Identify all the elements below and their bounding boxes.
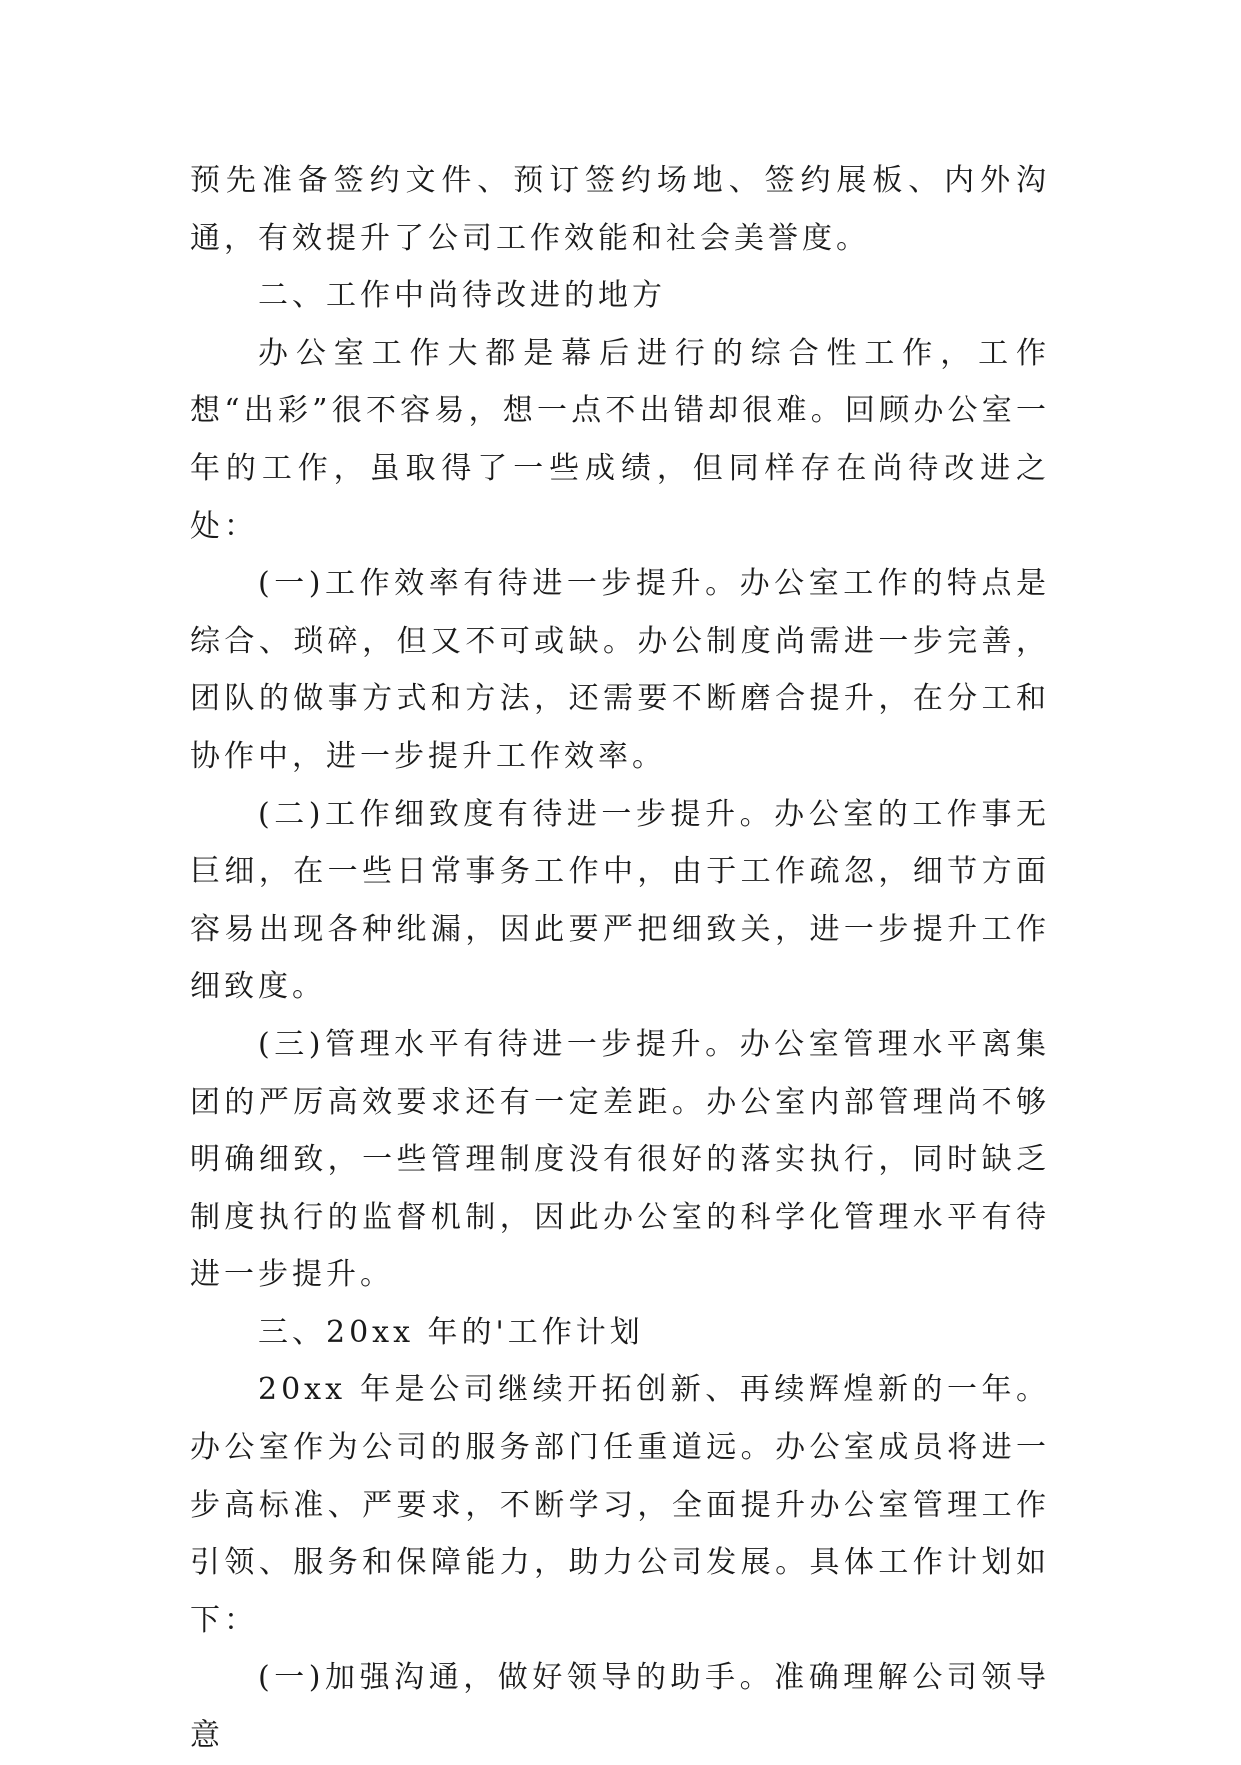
section-heading-2: 二、工作中尚待改进的地方 — [258, 278, 666, 314]
paragraph-continuation: 预先准备签约文件、预订签约场地、签约展板、内外沟通，有效提升了公司工作效能和社会美誉度。 — [190, 163, 1050, 256]
section-heading-3: 三、20xx 年的'工作计划 — [258, 1314, 644, 1350]
paragraph-management: (三)管理水平有待进一步提升。办公室管理水平离集团的严厉高效要求还有一定差距。办公室内部管理尚不够明确细致，一些管理制度没有很好的落实执行，同时缺乏制度执行的监督机制，因此办公室的科学化管理水平有待进一步提升。 — [190, 1026, 1050, 1293]
paragraph-efficiency: (一)工作效率有待进一步提升。办公室工作的特点是综合、琐碎，但又不可或缺。办公制度尚需进一步完善，团队的做事方式和方法，还需要不断磨合提升，在分工和协作中，进一步提升工作效率。 — [190, 566, 1050, 774]
paragraph-plan-intro: 20xx 年是公司继续开拓创新、再续辉煌新的一年。办公室作为公司的服务部门任重道远。办公室成员将进一步高标准、严要求，不断学习，全面提升办公室管理工作引领、服务和保障能力，助力公司发展。具体工作计划如下： — [190, 1372, 1050, 1638]
document-body — [190, 152, 1050, 1765]
paragraph-detail: (二)工作细致度有待进一步提升。办公室的工作事无巨细，在一些日常事务工作中，由于工作疏忽，细节方面容易出现各种纰漏，因此要严把细致关，进一步提升工作细致度。 — [190, 796, 1050, 1005]
paragraph-office-overview: 办公室工作大都是幕后进行的综合性工作，工作想“出彩”很不容易，想一点不出错却很难。回顾办公室一年的工作，虽取得了一些成绩，但同样存在尚待改进之处： — [190, 335, 1050, 544]
paragraph-plan-item-1: (一)加强沟通，做好领导的助手。准确理解公司领导意 — [190, 1660, 1050, 1754]
